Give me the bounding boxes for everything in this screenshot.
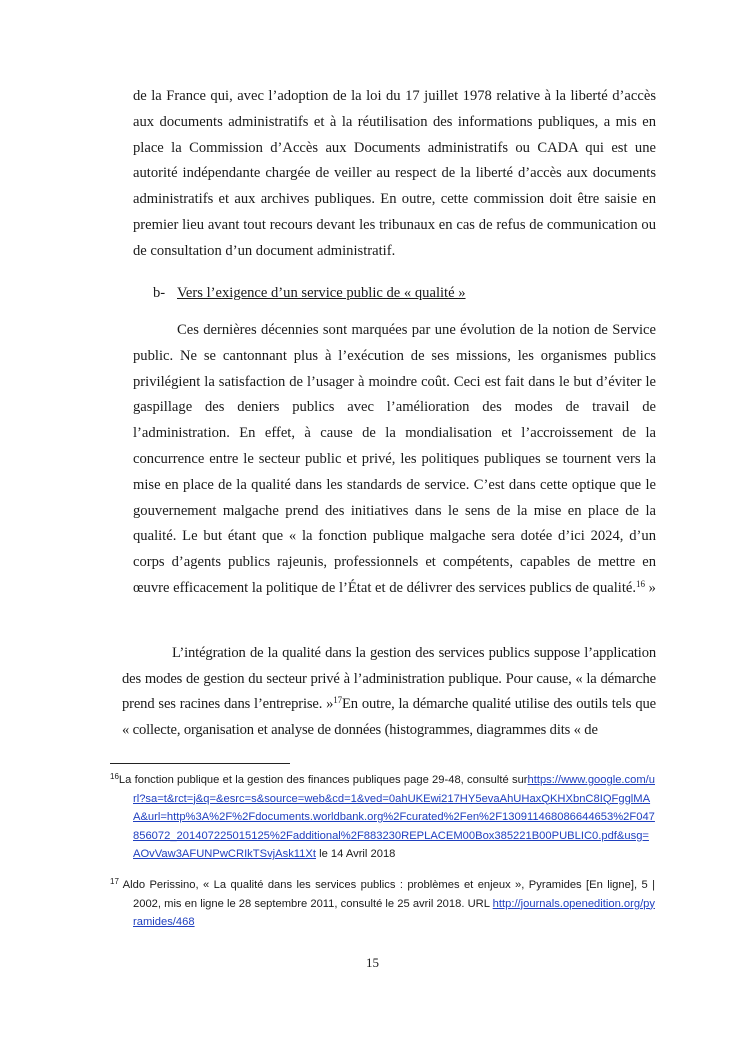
- footnote-separator: [110, 763, 290, 764]
- body-paragraph-3: [122, 641, 656, 743]
- footnote-17-link[interactable]: http://journals.openedition.org/pyramides/468: [133, 897, 655, 929]
- section-heading: [153, 282, 466, 304]
- footnote-17-number: 17: [110, 877, 119, 886]
- paragraph-3-text-a: L’intégration de la qualité dans la gestion des services publics suppose l’application des modes de gestion du secteur privé à l’administration publique. Pour cause, « la démarche prend ses racines dans l’entreprise. »: [122, 645, 656, 713]
- paragraph-2-text: Ces dernières décennies sont marquées par une évolution de la notion de Service public. Ne se cantonnant plus à l’exécution de ses missions, les organismes publics privilégient la satisfaction de l’usager à moindre coût. Ceci est fait dans le but d’éviter le gaspillage des deniers publics avec l’amélioration des modes de travail de l’administration. En effet, à cause de la mondialisation et l’accroissement de la concurrence entre le secteur public et privé, les politiques publiques se tournent vers la mise en place de la qualité dans les standards de service. C’est dans cette optique que le gouvernement malgache prend des initiatives dans le sens de la mise en place de la qualité. Le but étant que « la fonction publique malgache sera dotée d’ici 2024, d’un corps d’agents publics rajeunis, professionnels et compétents, capables de mettre en œuvre efficacement la politique de l’État et de délivrer des services publics de qualité.: [133, 322, 656, 596]
- footnote-16-number: 16: [110, 772, 119, 781]
- paragraph-2-tail: »: [645, 579, 656, 596]
- page-number: 15: [366, 955, 379, 970]
- footnote-16-link[interactable]: https://www.google.com/url?sa=t&rct=j&q=&esrc=s&source=web&cd=1&ved=0ahUKEwi217HY5evaAhUHaxQKHXbnC8IQFgglMAA&url=http%3A%2F%2Fdocuments.worldbank.org%2Fcurated%2Fen%2F130911468086644653%2F047856072_201407225015125%2Fadditional%2F883230REPLACEM00Box385221B00PUBLIC0.pdf&usg=AOvVaw3AFUNPwCRIkTSvjAsk11Xt: [133, 774, 655, 861]
- footnote-16-date: le 14 Avril 2018: [315, 848, 396, 861]
- footnote-ref-16[interactable]: 16: [636, 578, 646, 589]
- footnote-17-text: Aldo Perissino, « La qualité dans les services publics : problèmes et enjeux », Pyramides [En ligne], 5 | 2002, mis en ligne le 28 septembre 2011, consulté le 25 avril 2018. URL: [118, 879, 655, 910]
- body-paragraph-1: de la France qui, avec l’adoption de la loi du 17 juillet 1978 relative à la liberté d’accès aux documents administratifs et à la réutilisation des informations publiques, a mis en place la Commission d’Accès aux Documents administratifs ou CADA qui est une autorité indépendante chargée de veiller au respect de la liberté d’accès aux documents administratifs et aux archives publiques. En outre, cette commission doit être saisie en premier lieu avant tout recours devant les tribunaux en cas de refus de communication ou de consultation d’un document administratif.: [133, 88, 656, 259]
- section-title: Vers l’exigence d’un service public de « qualité »: [177, 285, 466, 301]
- paragraph-3-text-b: En outre, la démarche qualité utilise des outils tels que « collecte, organisation et analyse de données (histogrammes, diagrammes dits « de: [122, 696, 656, 738]
- footnote-16: [110, 771, 655, 864]
- footnote-ref-17[interactable]: 17: [333, 695, 342, 706]
- section-index: b-: [153, 285, 166, 301]
- body-paragraph-2: [133, 318, 656, 602]
- footnote-16-text: La fonction publique et la gestion des finances publiques page 29-48, consulté sur: [118, 774, 528, 786]
- footnote-17: [110, 876, 655, 932]
